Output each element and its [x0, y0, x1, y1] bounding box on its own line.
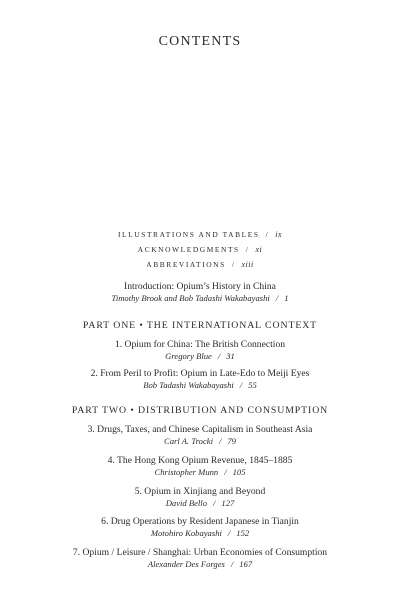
chapter-entry[interactable] — [0, 368, 400, 391]
author-name: Bob Tadashi Wakabayashi — [143, 380, 234, 390]
separator: / — [224, 467, 227, 477]
page-number: 105 — [232, 467, 246, 477]
author-name: Christopher Munn — [154, 467, 219, 477]
page-number: 79 — [227, 436, 236, 446]
front-matter-label: ABBREVIATIONS — [146, 260, 226, 269]
separator: / — [213, 498, 216, 508]
page-number: 31 — [226, 351, 235, 361]
separator: / — [265, 230, 270, 239]
separator: / — [230, 559, 234, 569]
entry-author — [0, 293, 400, 304]
separator: / — [227, 528, 231, 538]
chapter-title: 7. Opium / Leisure / Shanghai: Urban Economies of Consumption — [72, 547, 328, 558]
chapter-entry[interactable] — [0, 516, 400, 539]
chapter-author — [0, 351, 400, 362]
chapter-title: 2. From Peril to Profit: Opium in Late-Edo to Meiji Eyes — [90, 368, 310, 379]
front-matter-item[interactable] — [0, 260, 400, 269]
front-matter-item[interactable] — [0, 230, 400, 239]
chapter-title: 6. Drug Operations by Resident Japanese in Tianjin — [101, 516, 299, 527]
part-heading: PART ONE • THE INTERNATIONAL CONTEXT — [82, 320, 318, 331]
chapter-author — [0, 380, 400, 391]
chapter-title: 4. The Hong Kong Opium Revenue, 1845–1885 — [107, 455, 293, 466]
page-number: 167 — [239, 559, 253, 569]
page-number: 127 — [221, 498, 235, 508]
author-name: Carl A. Trocki — [164, 436, 213, 446]
separator: / — [218, 436, 222, 446]
author-name: David Bello — [165, 498, 207, 508]
chapter-entry[interactable] — [0, 424, 400, 447]
page-number: ix — [275, 230, 282, 239]
entry-title: Introduction: Opium’s History in China — [124, 281, 276, 292]
chapter-author — [0, 498, 400, 509]
author-name: Gregory Blue — [165, 351, 212, 361]
page-title: CONTENTS — [158, 34, 242, 49]
chapter-title: 3. Drugs, Taxes, and Chinese Capitalism in Southeast Asia — [87, 424, 313, 435]
chapter-author — [0, 559, 400, 570]
chapter-entry[interactable] — [0, 455, 400, 478]
author-name: Alexander Des Forges — [147, 559, 225, 569]
chapter-entry[interactable] — [0, 547, 400, 570]
introduction-entry[interactable] — [0, 281, 400, 304]
chapter-entry[interactable] — [0, 486, 400, 509]
separator: / — [239, 380, 243, 390]
chapter-title: 5. Opium in Xinjiang and Beyond — [134, 486, 266, 497]
page-number: xiii — [241, 260, 254, 269]
front-matter-label: ACKNOWLEDGMENTS — [137, 245, 240, 254]
page-number: 152 — [236, 528, 250, 538]
page-number: 55 — [248, 380, 257, 390]
page-number: 1 — [284, 293, 289, 303]
front-matter-label: ILLUSTRATIONS AND TABLES — [118, 230, 260, 239]
chapter-title: 1. Opium for China: The British Connection — [114, 339, 286, 350]
chapter-entry[interactable] — [0, 339, 400, 362]
author-name: Motohiro Kobayashi — [150, 528, 222, 538]
page-number: xi — [255, 245, 263, 254]
author-name: Timothy Brook and Bob Tadashi Wakabayashi — [111, 293, 270, 303]
chapter-author — [0, 528, 400, 539]
separator: / — [245, 245, 250, 254]
chapter-author — [0, 436, 400, 447]
front-matter-item[interactable] — [0, 245, 400, 254]
part-heading: PART TWO • DISTRIBUTION AND CONSUMPTION — [71, 405, 329, 416]
separator: / — [231, 260, 236, 269]
chapter-author — [0, 467, 400, 478]
separator: / — [275, 293, 279, 303]
separator: / — [217, 351, 221, 361]
